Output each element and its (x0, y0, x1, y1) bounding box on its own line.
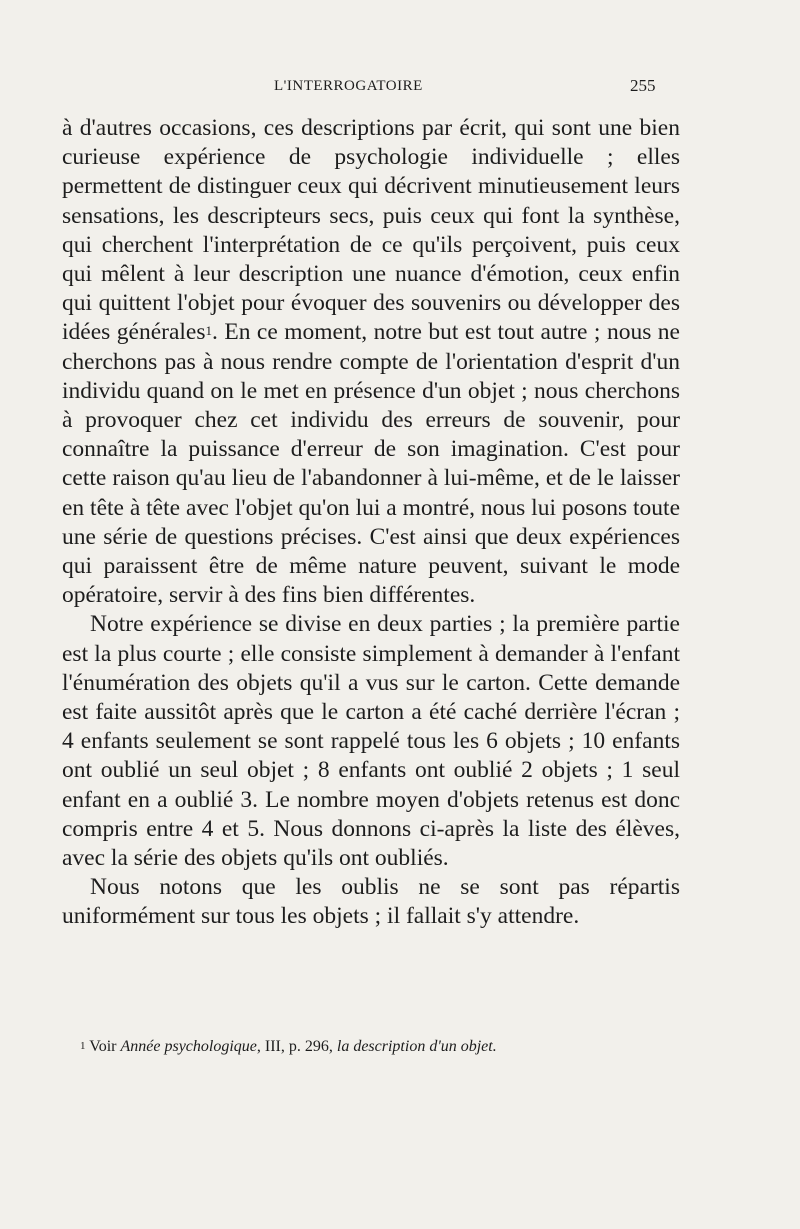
paragraph-1-text-continued: . En ce moment, notre but est tout autre ; nous ne cherchons pas à nous rendre compte de l'orientation d'esprit d'un individu quand on le met en présence d'un objet ; nous cherchons à provoquer chez cet individu des erreurs de souvenir, pour connaître la puissance d'erreur de son imagination. C'est pour cette raison qu'au lieu de l'abandonner à lui-même, et de le laisser en tête à tête avec l'objet qu'on lui a montré, nous lui posons toute une série de questions précises. C'est ainsi que deux expériences qui paraissent être de même nature peuvent, suivant le mode opératoire, servir à des fins bien différentes. (62, 319, 681, 609)
footnote-journal: Année psychologique (120, 1038, 257, 1055)
page-number: 255 (630, 76, 656, 95)
paragraph-2: Notre expérience se divise en deux parties ; la première partie est la plus courte ; elle consiste simplement à demander à l'enfant l'énumération des objets qu'il a vus sur le carton. Cette demande est faite aussitôt après que le carton a été caché derrière l'écran ; 4 enfants seulement se sont rappelé tous les 6 objets ; 10 enfants ont oublié un seul objet ; 8 enfants ont oublié 2 objets ; 1 seul enfant en a oublié 3. Le nombre moyen d'objets retenus est donc compris entre 4 et 5. Nous donnons ci-après la liste des élèves, avec la série des objets qu'ils ont oubliés. (62, 611, 680, 872)
paragraph-1 (62, 114, 680, 610)
footnote-lead: Voir (89, 1038, 117, 1055)
footnote-mark: 1 (80, 1040, 86, 1052)
footnote (80, 1036, 680, 1058)
footnote-article: la description d'un objet. (336, 1038, 497, 1055)
footnote-reference-text: , III, p. 296, (256, 1038, 333, 1055)
paragraph-3: Nous notons que les oublis ne se sont pas répartis uniformément sur tous les objets ; il fallait s'y attendre. (62, 874, 680, 930)
running-title: L'INTERROGATOIRE (274, 78, 423, 94)
body-text (62, 114, 680, 932)
paragraph-1-text: à d'autres occasions, ces descriptions par écrit, qui sont une bien curieuse expérience de psychologie individuelle ; elles permettent de distinguer ceux qui décrivent minutieusement leurs sensations, les descripteurs secs, puis ceux qui font la synthèse, qui cherchent l'interprétation de ce qu'ils perçoivent, puis ceux qui mêlent à leur description une nuance d'émotion, ceux enfin qui quittent l'objet pour évoquer des souvenirs ou développer des idées générales (62, 115, 680, 346)
running-head (0, 78, 800, 102)
footnote-reference: 1 (205, 323, 212, 339)
